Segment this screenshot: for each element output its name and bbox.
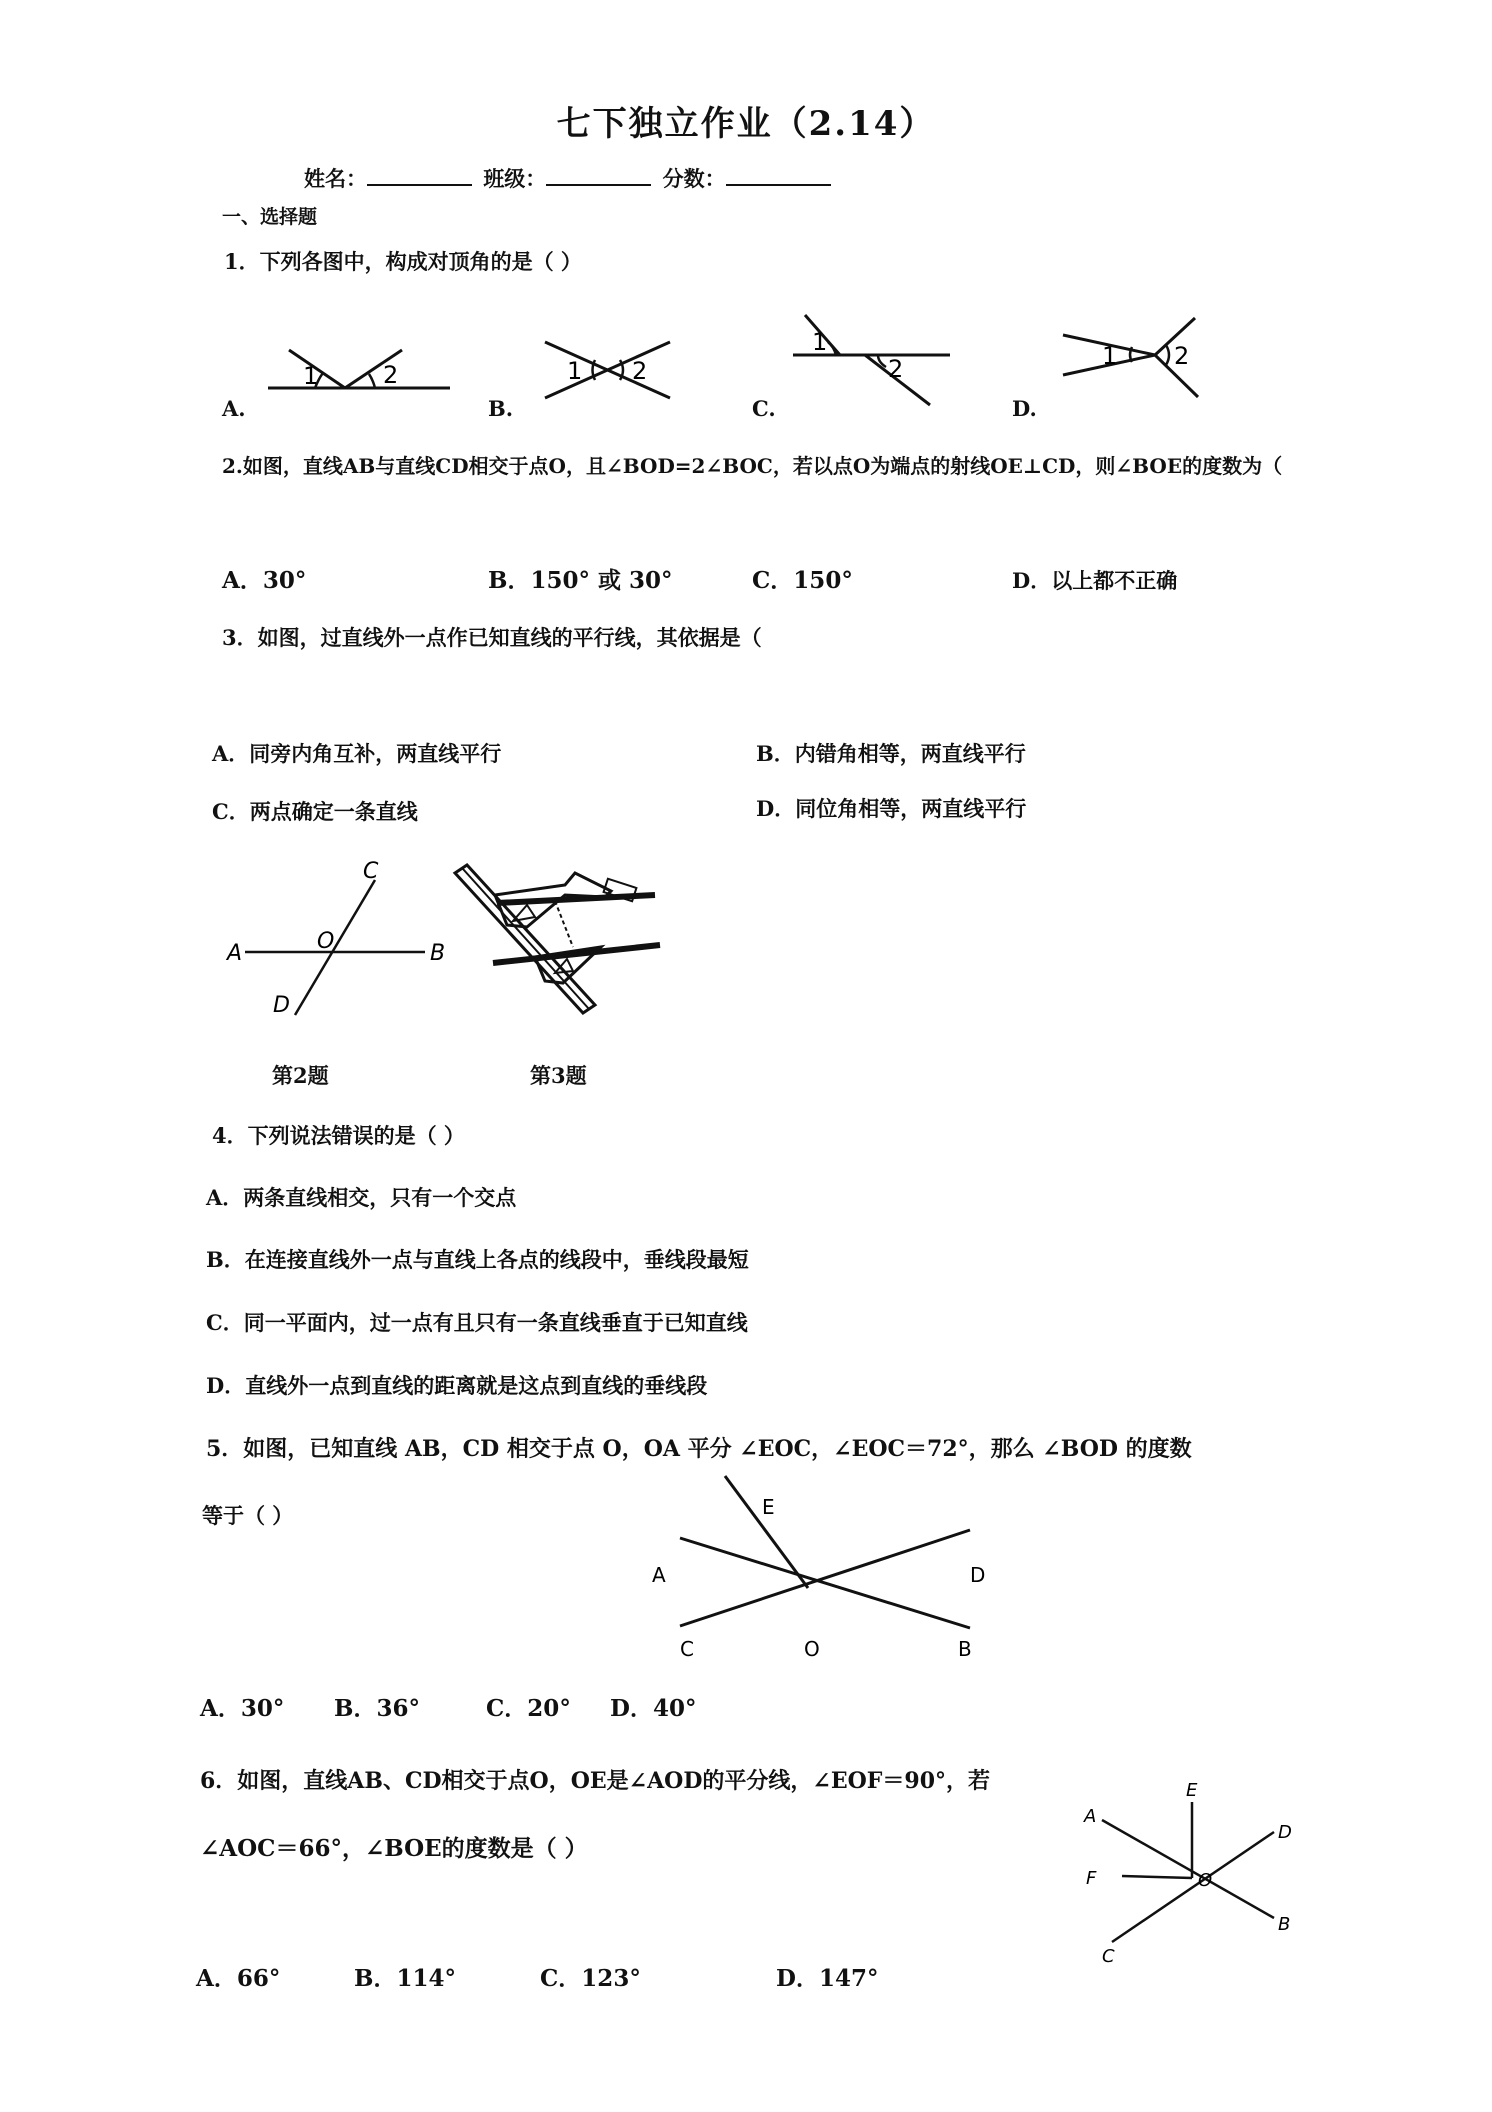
q6-option-a[interactable]: A．66° bbox=[196, 1965, 281, 1992]
q6-figure bbox=[1080, 1770, 1300, 1970]
fig2-point-b: B bbox=[430, 941, 446, 966]
page-title: 七下独立作业（2.14） bbox=[556, 104, 936, 144]
q6-point-f: F bbox=[1086, 1868, 1097, 1889]
q4-option-b[interactable]: B．在连接直线外一点与直线上各点的线段中，垂线段最短 bbox=[206, 1247, 749, 1272]
score-field[interactable] bbox=[726, 166, 831, 186]
q1-option-d[interactable]: D. bbox=[1012, 396, 1037, 421]
q5-option-a[interactable]: A．30° bbox=[200, 1695, 285, 1722]
q5-figure bbox=[640, 1468, 1020, 1668]
q6-point-a: A bbox=[1084, 1806, 1097, 1827]
q6-point-e: E bbox=[1186, 1780, 1198, 1801]
q4-stem: 4．下列说法错误的是（ ） bbox=[212, 1123, 465, 1148]
q1-option-c[interactable]: C. bbox=[752, 396, 776, 421]
class-label: 班级： bbox=[483, 166, 547, 191]
q5-point-d: D bbox=[970, 1563, 986, 1587]
q3-option-c[interactable]: C．两点确定一条直线 bbox=[212, 799, 418, 824]
q1c-angle1-label: 1 bbox=[812, 328, 828, 356]
q1-option-b[interactable]: B. bbox=[488, 396, 514, 421]
q5-option-c[interactable]: C．20° bbox=[486, 1695, 571, 1722]
q1a-angle1-label: 1 bbox=[303, 362, 319, 390]
q6-option-b[interactable]: B．114° bbox=[354, 1965, 456, 1992]
q6-point-d: D bbox=[1278, 1822, 1292, 1843]
score-label: 分数： bbox=[662, 166, 726, 191]
q1-option-a[interactable]: A. bbox=[222, 396, 246, 421]
q2-option-a[interactable]: A．30° bbox=[222, 567, 307, 594]
fig2-point-d: D bbox=[273, 993, 290, 1018]
q6-option-d[interactable]: D．147° bbox=[776, 1965, 879, 1992]
q5-point-o: O bbox=[804, 1637, 820, 1661]
name-field[interactable] bbox=[367, 166, 472, 186]
q6-option-c[interactable]: C．123° bbox=[540, 1965, 641, 1992]
q1b-angle1-label: 1 bbox=[567, 357, 583, 385]
q1-figure-c bbox=[790, 310, 960, 410]
fig2-point-c: C bbox=[363, 859, 379, 884]
q6-point-o: O bbox=[1198, 1870, 1213, 1891]
q1c-angle2-label: 2 bbox=[888, 355, 904, 383]
name-label: 姓名： bbox=[304, 166, 367, 191]
class-field[interactable] bbox=[546, 166, 651, 186]
q6-point-b: B bbox=[1278, 1914, 1291, 1935]
q2-option-d[interactable]: D．以上都不正确 bbox=[1012, 568, 1178, 593]
q1d-angle2-label: 2 bbox=[1174, 342, 1190, 370]
q3-option-a[interactable]: A．同旁内角互补，两直线平行 bbox=[212, 741, 502, 766]
q1d-angle1-label: 1 bbox=[1102, 342, 1118, 370]
q5-point-a: A bbox=[652, 1563, 666, 1587]
fig3-caption: 第3题 bbox=[530, 1063, 587, 1088]
q1b-angle2-label: 2 bbox=[632, 357, 648, 385]
q1-figure-d bbox=[1060, 315, 1210, 400]
q5-point-b: B bbox=[958, 1637, 972, 1661]
q5-stem-cont: 等于（ ） bbox=[202, 1503, 294, 1528]
q1-stem: 1．下列各图中，构成对顶角的是（ ） bbox=[224, 249, 582, 274]
q4-option-a[interactable]: A．两条直线相交，只有一个交点 bbox=[206, 1185, 517, 1210]
fig2-intersecting-lines bbox=[225, 860, 455, 1020]
q2-option-b[interactable]: B．150° 或 30° bbox=[488, 567, 673, 594]
q5-point-e: E bbox=[762, 1495, 775, 1519]
fig2-caption: 第2题 bbox=[272, 1063, 329, 1088]
q1-figure-b bbox=[540, 330, 690, 400]
section-title: 一、选择题 bbox=[222, 206, 318, 228]
q4-option-c[interactable]: C．同一平面内，过一点有且只有一条直线垂直于已知直线 bbox=[206, 1310, 748, 1335]
q5-point-c: C bbox=[680, 1637, 694, 1661]
q2-stem: 2.如图，直线AB与直线CD相交于点O，且∠BOD=2∠BOC，若以点O为端点的射线OE⊥CD，则∠BOE的度数为（ bbox=[222, 454, 1283, 478]
q1-figure-a bbox=[265, 340, 465, 400]
q5-option-d[interactable]: D．40° bbox=[610, 1695, 697, 1722]
q6-stem: 6．如图，直线AB、CD相交于点O，OE是∠AOD的平分线，∠EOF＝90°，若 bbox=[200, 1768, 991, 1794]
q3-stem: 3．如图，过直线外一点作已知直线的平行线，其依据是（ bbox=[222, 625, 762, 650]
q6-point-c: C bbox=[1102, 1946, 1115, 1967]
student-info-row bbox=[304, 163, 835, 193]
q5-option-b[interactable]: B．36° bbox=[334, 1695, 420, 1722]
q5-stem: 5．如图，已知直线 AB，CD 相交于点 O，OA 平分 ∠EOC，∠EOC＝72°，那么 ∠BOD 的度数 bbox=[206, 1436, 1192, 1462]
q6-stem-cont: ∠AOC＝66°，∠BOE的度数是（ ） bbox=[200, 1835, 588, 1862]
q3-option-b[interactable]: B．内错角相等，两直线平行 bbox=[756, 741, 1026, 766]
fig2-point-o: O bbox=[317, 929, 335, 954]
q1a-angle2-label: 2 bbox=[383, 361, 399, 389]
fig3-ruler-set-square bbox=[455, 865, 675, 1015]
fig2-point-a: A bbox=[227, 941, 243, 966]
q2-option-c[interactable]: C．150° bbox=[752, 567, 853, 594]
q4-option-d[interactable]: D．直线外一点到直线的距离就是这点到直线的垂线段 bbox=[206, 1373, 708, 1398]
q3-option-d[interactable]: D．同位角相等，两直线平行 bbox=[756, 796, 1027, 821]
